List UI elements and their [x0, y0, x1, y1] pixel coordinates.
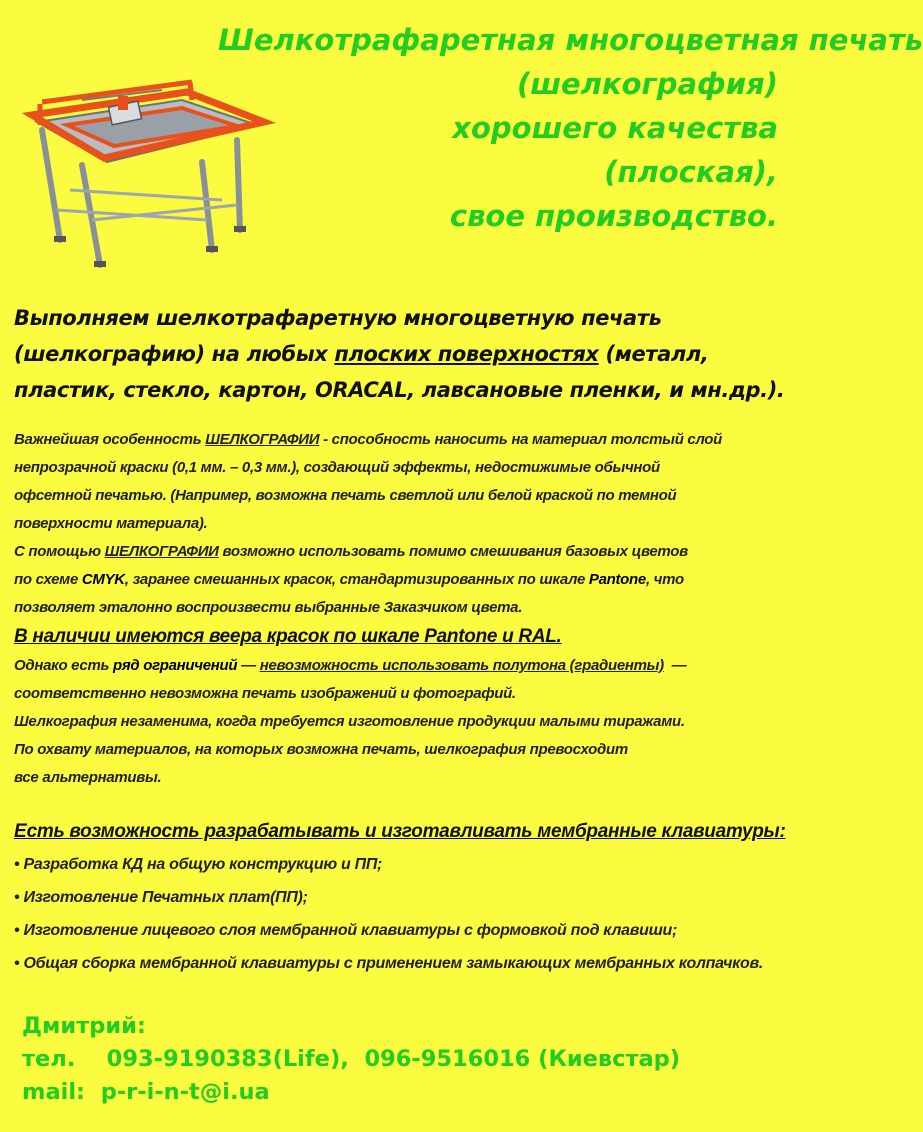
mail-line [22, 1076, 792, 1109]
body-line [14, 426, 794, 454]
description-body [14, 426, 794, 792]
intro-text: (шелкографию) на любых [14, 342, 335, 366]
gradients-limitation: невозможность использовать полутона (градиенты) [259, 657, 664, 674]
body-line: непрозрачной краски (0,1 мм. – 0,3 мм.), создающий эффекты, недостижимые обычной [14, 459, 660, 476]
intro-line: Выполняем шелкотрафаретную многоцветную печать [14, 306, 662, 330]
contact-name: Дмитрий: [22, 1013, 146, 1039]
membrane-heading: Есть возможность разрабатывать и изготавливать мембранные клавиатуры: [14, 821, 786, 842]
intro-paragraph [14, 300, 794, 408]
list-item: • Общая сборка мембранной клавиатуры с применением замыкающих мембранных колпачков. [14, 955, 763, 972]
body-text: по схеме [14, 571, 82, 588]
body-line [14, 566, 794, 594]
list-item: • Изготовление Печатных плат(ПП); [14, 889, 308, 906]
body-line: позволяет эталонно воспроизвести выбранные Заказчиком цвета. [14, 599, 523, 616]
title-line: Шелкотрафаретная многоцветная печать [218, 23, 923, 57]
body-text: - способность наносить на материал толстый слой [319, 431, 723, 448]
mail-label: mail: [22, 1079, 86, 1105]
body-text: — [237, 657, 260, 674]
list-item: • Изготовление лицевого слоя мембранной клавиатуры с формовкой под клавиши; [14, 922, 678, 939]
title-line: (шелкография) [516, 67, 778, 101]
flat-surfaces-text: плоских поверхностях [334, 342, 599, 366]
body-line [14, 538, 794, 566]
body-line: соответственно невозможна печать изображений и фотографий. [14, 685, 516, 702]
email-address: p-r-i-n-t@i.ua [100, 1079, 270, 1105]
body-line: все альтернативы. [14, 769, 162, 786]
contact-block [22, 1010, 792, 1109]
phone-line [22, 1043, 792, 1076]
intro-text: (металл, [598, 342, 709, 366]
limitations-text: ряд ограничений [112, 657, 238, 674]
color-fans-notice: В наличии имеются веера красок по шкале Pantone и RAL. [14, 626, 562, 647]
title-line: (плоская), [604, 155, 778, 189]
phone-label: тел. [22, 1046, 76, 1072]
screen-printing-machine-image [22, 70, 272, 275]
body-text: , что [645, 571, 684, 588]
membrane-keyboard-section [14, 815, 794, 980]
silkscreen-emphasis: ШЕЛКОГРАФИИ [104, 543, 219, 560]
list-item: • Разработка КД на общую конструкцию и ПП; [14, 856, 383, 873]
pantone-text: Pantone [588, 571, 646, 588]
page-title [218, 18, 923, 238]
phone-numbers: 093-9190383(Life), 096-9516016 (Киевстар) [106, 1046, 681, 1072]
body-line: Шелкография незаменима, когда требуется изготовление продукции малыми тиражами. [14, 713, 685, 730]
body-line: поверхности материала). [14, 515, 208, 532]
body-line: По охвату материалов, на которых возможна печать, шелкография превосходит [14, 741, 628, 758]
intro-line: пластик, стекло, картон, ORACAL, лавсановые пленки, и мн.др.). [14, 378, 785, 402]
body-text: Важнейшая особенность [14, 431, 206, 448]
title-line: хорошего качества [452, 111, 778, 145]
body-line [14, 652, 794, 680]
cmyk-text: CMYK [81, 571, 125, 588]
body-line: офсетной печатью. (Например, возможна печать светлой или белой краской по темной [14, 487, 677, 504]
body-text: — [663, 657, 687, 674]
intro-line [14, 336, 794, 372]
silkscreen-emphasis: ШЕЛКОГРАФИИ [205, 431, 320, 448]
body-text: Однако есть [14, 657, 113, 674]
body-text: возможно использовать помимо смешивания базовых цветов [218, 543, 688, 560]
body-text: С помощью [14, 543, 105, 560]
body-text: , заранее смешанных красок, стандартизированных по шкале [124, 571, 589, 588]
title-line: свое производство. [449, 199, 778, 233]
